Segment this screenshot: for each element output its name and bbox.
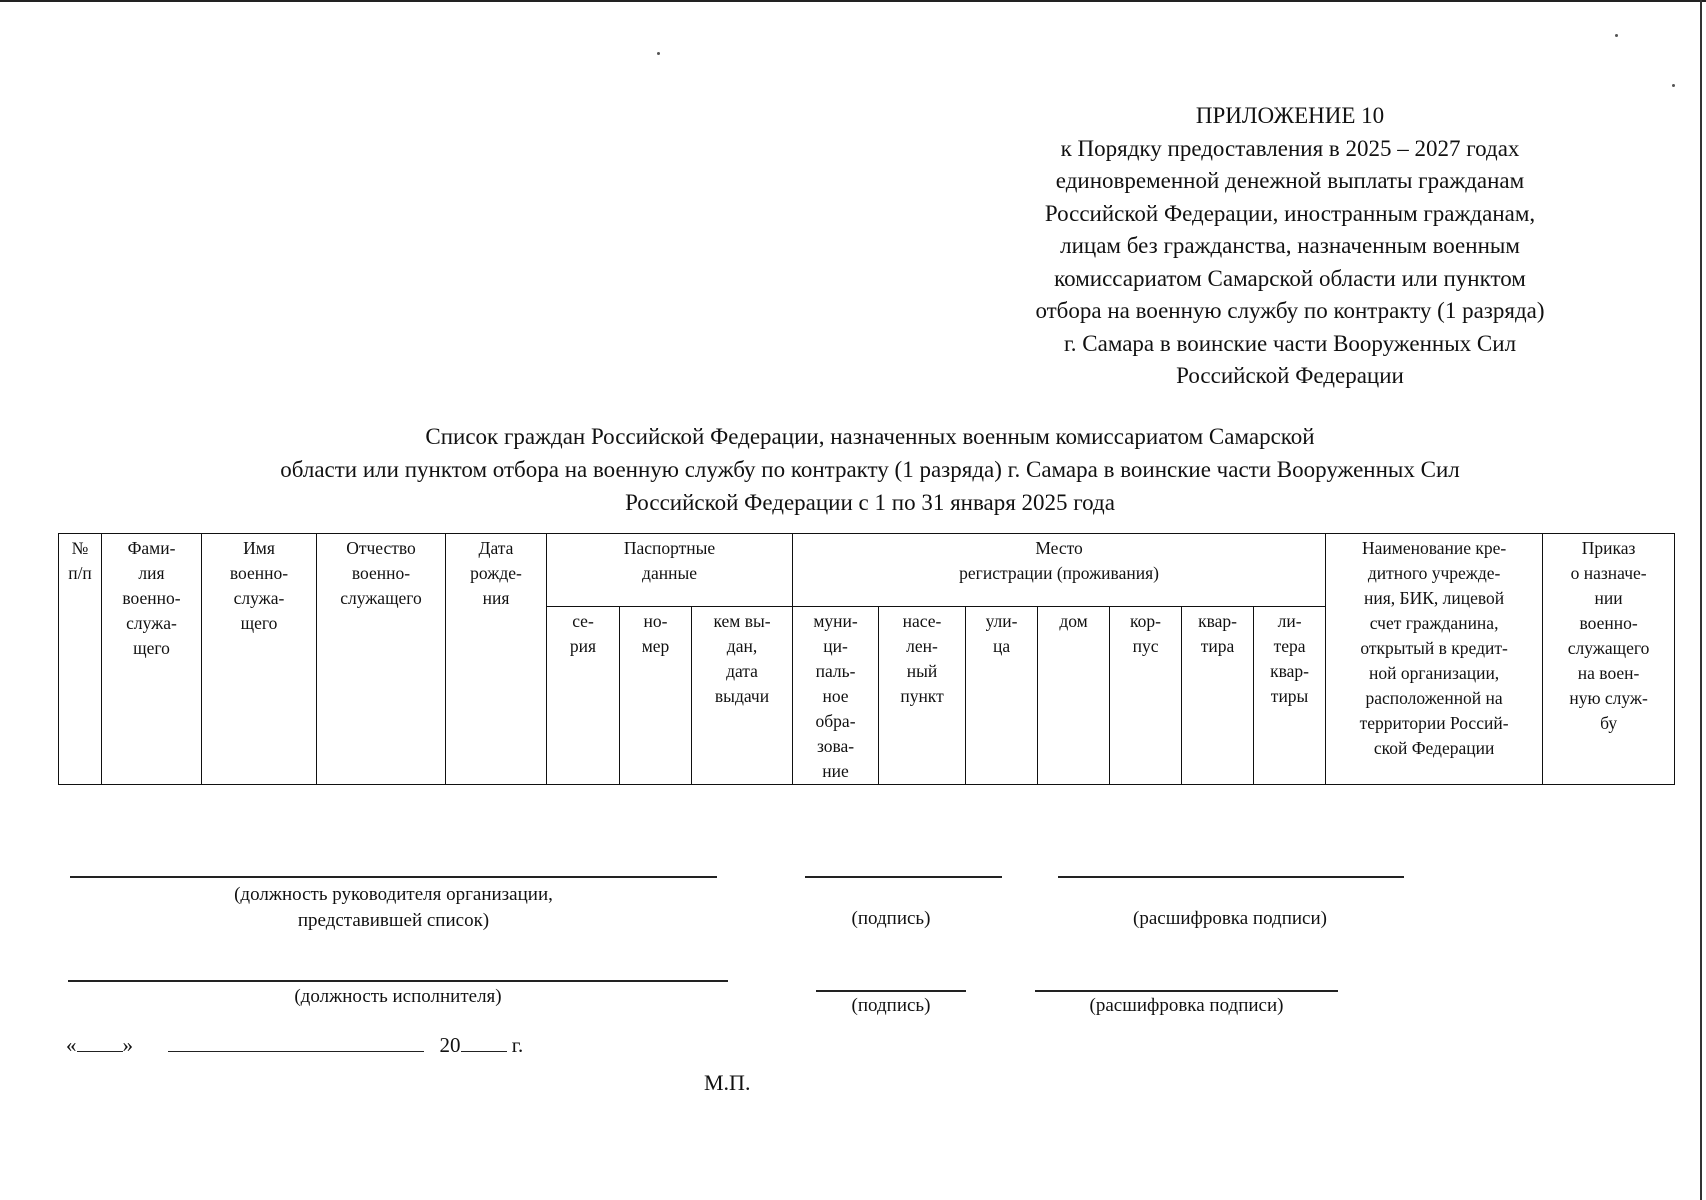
day-blank (77, 1033, 123, 1052)
month-blank (168, 1033, 424, 1052)
head-decoding-line (1058, 876, 1404, 878)
subheader-house: дом (1038, 607, 1110, 785)
executor-decoding-line (1035, 990, 1338, 992)
header-row-number: № п/п (59, 534, 102, 785)
appendix-line: Российской Федерации (1176, 363, 1404, 388)
title-line: области или пунктом отбора на военную службу по контракту (1 разряда) г. Самара в воинские части Вооруженных Сил (280, 457, 1460, 482)
header-appointment-order: Приказ о назначе- нии военно- служащего на воен- ную служ- бу (1543, 534, 1675, 785)
close-quote: » (122, 1033, 133, 1057)
appendix-line: комиссариатом Самарской области или пунктом (1054, 265, 1526, 291)
appendix-header (960, 100, 1620, 393)
subheader-passport-series: се- рия (547, 607, 620, 785)
header-bank-details: Наименование кре- дитного учрежде- ния, БИК, лицевой счет гражданина, открытый в кредит- ной организации, расположенной на территории Россий- ской Федерации (1326, 534, 1543, 785)
header-passport-data: Паспортные данные (547, 534, 793, 607)
year-prefix: 20 (439, 1033, 461, 1057)
scan-speck (1615, 34, 1618, 37)
header-registration-place: Место регистрации (проживания) (793, 534, 1326, 607)
subheader-passport-issued: кем вы- дан, дата выдачи (692, 607, 793, 785)
open-quote: « (66, 1033, 77, 1057)
appendix-line: г. Самара в воинские части Вооруженных Сил (1063, 330, 1517, 356)
executor-signature-line (816, 990, 966, 992)
year-suffix: г. (511, 1033, 524, 1057)
subheader-apartment-letter: ли- тера квар- тиры (1254, 607, 1326, 785)
header-surname: Фами- лия военно- служа- щего (102, 534, 202, 785)
title-line: Список граждан Российской Федерации, назначенных военным комиссариатом Самарской (425, 424, 1315, 449)
executor-signature-caption: (подпись) (851, 995, 931, 1016)
subheader-building: кор- пус (1110, 607, 1182, 785)
header-patronymic: Отчество военно- служащего (317, 534, 446, 785)
year-blank (461, 1033, 507, 1052)
head-position-caption: (должность руководителя организации, представившей список) (234, 884, 553, 931)
appendix-line: к Порядку предоставления в 2025 – 2027 годах (1060, 135, 1520, 161)
executor-decoding-caption: (расшифровка подписи) (1089, 995, 1284, 1016)
right-border-line (1700, 0, 1702, 1200)
appendix-line: ПРИЛОЖЕНИЕ 10 (1195, 103, 1385, 128)
appendix-line: Российской Федерации, иностранным гражданам, (1044, 200, 1536, 226)
header-first-name: Имя военно- служа- щего (202, 534, 317, 785)
appendix-line: лицам без гражданства, назначенным военным (1060, 233, 1520, 258)
subheader-settlement: насе- лен- ный пункт (879, 607, 966, 785)
appendix-line: единовременной денежной выплаты гражданам (1055, 168, 1525, 193)
head-signature-line (805, 876, 1002, 878)
scan-speck (1672, 84, 1675, 87)
document-title (60, 420, 1680, 519)
subheader-street: ули- ца (966, 607, 1038, 785)
executor-position-line (68, 980, 728, 982)
executor-position-caption: (должность исполнителя) (294, 986, 502, 1007)
head-decoding-caption: (расшифровка подписи) (1133, 908, 1327, 929)
subheader-passport-number: но- мер (620, 607, 692, 785)
head-signature-caption: (подпись) (851, 908, 931, 929)
stamp-place-label: М.П. (704, 1070, 751, 1095)
scan-speck (657, 52, 660, 55)
citizens-list-table (58, 533, 1675, 785)
subheader-apartment: квар- тира (1182, 607, 1254, 785)
title-line: Российской Федерации с 1 по 31 января 2025 года (625, 490, 1115, 515)
subheader-municipality: муни- ци- паль- ное обра- зова- ние (793, 607, 879, 785)
header-birth-date: Дата рожде- ния (446, 534, 547, 785)
top-border-line (0, 0, 1706, 2)
head-position-line (70, 876, 717, 878)
date-line (66, 1033, 523, 1058)
appendix-line: отбора на военную службу по контракту (1 разряда) (1035, 298, 1545, 323)
